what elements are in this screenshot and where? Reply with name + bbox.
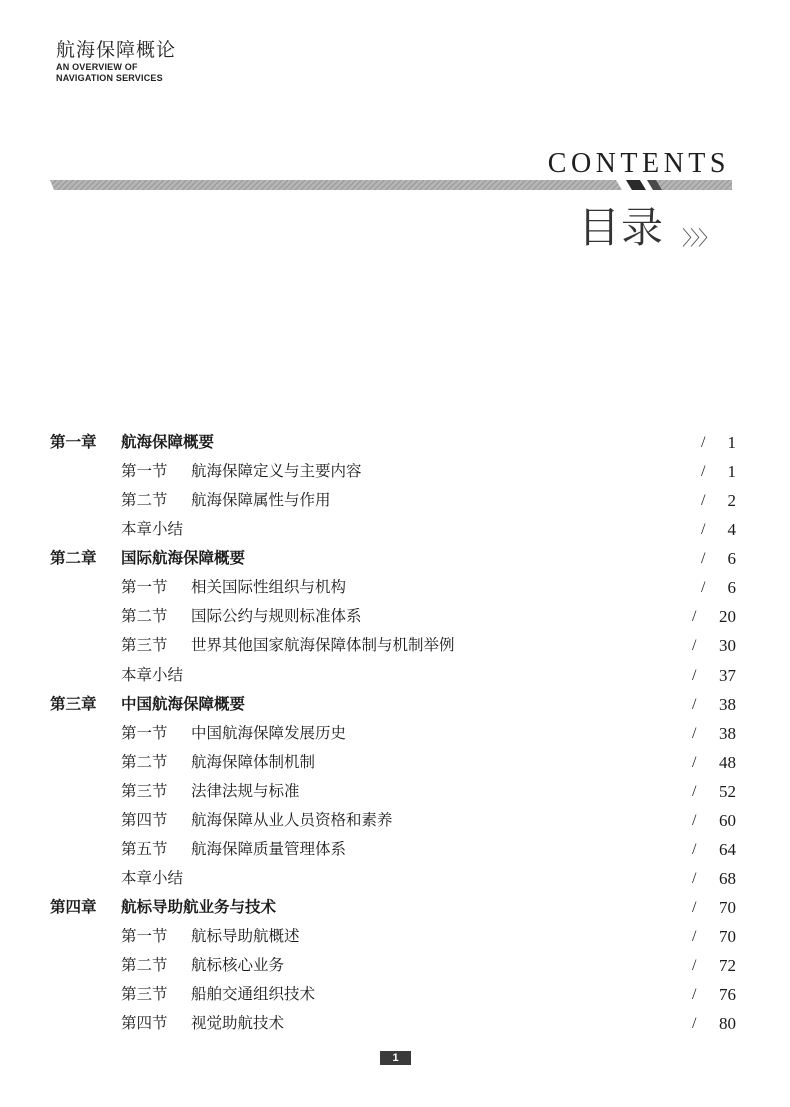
page-separator-slash: / bbox=[701, 579, 706, 597]
toc-section-row[interactable] bbox=[0, 777, 790, 806]
toc-page-number: 1 bbox=[727, 462, 736, 482]
section-number: 第一节 bbox=[121, 927, 168, 946]
page-separator-slash: / bbox=[701, 550, 706, 568]
toc-page-number: 80 bbox=[719, 1014, 736, 1034]
section-number: 第二节 bbox=[121, 956, 168, 975]
toc-page-number: 60 bbox=[719, 810, 736, 830]
section-number: 第四节 bbox=[121, 810, 168, 829]
toc-chapter-row[interactable] bbox=[0, 544, 790, 573]
section-title: 相关国际性组织与机构 bbox=[191, 578, 347, 597]
toc-page-number: 70 bbox=[719, 898, 736, 917]
section-number: 第五节 bbox=[121, 839, 168, 858]
section-number: 第一节 bbox=[121, 462, 168, 481]
page-separator-slash: / bbox=[692, 695, 697, 713]
section-title: 航海保障体制机制 bbox=[191, 752, 316, 771]
book-header bbox=[56, 38, 316, 84]
toc-page-number: 1 bbox=[727, 433, 736, 452]
toc-page-number: 38 bbox=[719, 723, 736, 743]
decorative-rule bbox=[50, 180, 732, 190]
page-separator-slash: / bbox=[692, 811, 697, 829]
book-title-cn: 航海保障概论 bbox=[56, 39, 177, 61]
section-number: 第三节 bbox=[121, 781, 168, 800]
section-title: 视觉助航技术 bbox=[191, 1014, 285, 1033]
mulu-heading: 目录 bbox=[577, 203, 664, 252]
page-separator-slash: / bbox=[692, 986, 697, 1004]
page-separator-slash: / bbox=[701, 521, 706, 539]
toc-page-number: 68 bbox=[719, 868, 736, 888]
toc-summary-row[interactable] bbox=[0, 864, 790, 893]
section-number: 第一节 bbox=[121, 578, 168, 597]
section-number: 第二节 bbox=[121, 491, 168, 510]
section-title: 航标导助航概述 bbox=[191, 927, 300, 946]
toc-page-number: 48 bbox=[719, 752, 736, 772]
book-title-en-line1: AN OVERVIEW OF bbox=[56, 62, 138, 72]
toc-section-row[interactable] bbox=[0, 835, 790, 864]
toc-section-row[interactable] bbox=[0, 573, 790, 602]
page-separator-slash: / bbox=[692, 1015, 697, 1033]
section-number: 第二节 bbox=[121, 607, 168, 626]
section-title: 国际公约与规则标准体系 bbox=[191, 607, 362, 626]
chapter-summary-title: 本章小结 bbox=[121, 520, 184, 539]
page-separator-slash: / bbox=[701, 492, 706, 510]
table-of-contents bbox=[0, 428, 790, 1038]
toc-section-row[interactable] bbox=[0, 602, 790, 631]
toc-page-number: 64 bbox=[719, 839, 736, 859]
toc-section-row[interactable] bbox=[0, 806, 790, 835]
chevrons-icon: 〉〉〉 bbox=[682, 226, 716, 250]
toc-chapter-row[interactable] bbox=[0, 428, 790, 457]
page-separator-slash: / bbox=[692, 724, 697, 742]
page-separator-slash: / bbox=[692, 928, 697, 946]
toc-page-number: 70 bbox=[719, 927, 736, 947]
section-number: 第三节 bbox=[121, 636, 168, 655]
page-separator-slash: / bbox=[692, 753, 697, 771]
chapter-summary-title: 本章小结 bbox=[121, 665, 184, 684]
section-number: 第三节 bbox=[121, 985, 168, 1004]
page-separator-slash: / bbox=[692, 899, 697, 916]
section-title: 世界其他国家航海保障体制与机制举例 bbox=[191, 636, 455, 655]
toc-section-row[interactable] bbox=[0, 486, 790, 515]
page-separator-slash: / bbox=[692, 608, 697, 626]
section-number: 第一节 bbox=[121, 723, 168, 742]
section-title: 中国航海保障发展历史 bbox=[191, 723, 347, 742]
toc-section-row[interactable] bbox=[0, 631, 790, 660]
chapter-title: 航海保障概要 bbox=[121, 433, 215, 451]
toc-page-number: 6 bbox=[727, 578, 736, 598]
page-separator-slash: / bbox=[692, 840, 697, 858]
page-separator-slash: / bbox=[692, 869, 697, 887]
toc-page-number: 38 bbox=[719, 694, 736, 714]
page-separator-slash: / bbox=[692, 666, 697, 684]
toc-page-number: 37 bbox=[719, 665, 736, 685]
page-separator-slash: / bbox=[701, 463, 706, 481]
toc-page-number: 2 bbox=[727, 491, 736, 511]
toc-section-row[interactable] bbox=[0, 922, 790, 951]
page-separator-slash: / bbox=[692, 637, 697, 655]
section-title: 航海保障定义与主要内容 bbox=[191, 462, 362, 481]
section-title: 航海保障属性与作用 bbox=[191, 491, 331, 510]
chapter-title: 中国航海保障概要 bbox=[121, 694, 246, 713]
page-separator-slash: / bbox=[692, 782, 697, 800]
chapter-summary-title: 本章小结 bbox=[121, 868, 184, 887]
section-title: 航海保障从业人员资格和素养 bbox=[191, 810, 393, 829]
toc-section-row[interactable] bbox=[0, 1009, 790, 1038]
contents-heading: CONTENTS bbox=[547, 148, 730, 179]
toc-summary-row[interactable] bbox=[0, 515, 790, 544]
toc-page-number: 52 bbox=[719, 781, 736, 801]
section-title: 船舶交通组织技术 bbox=[191, 985, 316, 1004]
section-title: 航标核心业务 bbox=[191, 956, 285, 975]
toc-page-number: 4 bbox=[727, 520, 736, 540]
chapter-number: 第四章 bbox=[50, 898, 97, 916]
toc-page-number: 20 bbox=[719, 607, 736, 627]
toc-section-row[interactable] bbox=[0, 951, 790, 980]
page-separator-slash: / bbox=[692, 957, 697, 975]
page-number: 1 bbox=[380, 1051, 411, 1065]
section-title: 航海保障质量管理体系 bbox=[191, 839, 347, 858]
toc-chapter-row[interactable] bbox=[0, 893, 790, 922]
chapter-number: 第三章 bbox=[50, 694, 97, 713]
chapter-title: 航标导助航业务与技术 bbox=[121, 898, 277, 916]
toc-section-row[interactable] bbox=[0, 719, 790, 748]
toc-page-number: 76 bbox=[719, 985, 736, 1005]
toc-section-row[interactable] bbox=[0, 457, 790, 486]
toc-summary-row[interactable] bbox=[0, 661, 790, 690]
toc-section-row[interactable] bbox=[0, 980, 790, 1009]
toc-chapter-row[interactable] bbox=[0, 690, 790, 719]
section-title: 法律法规与标准 bbox=[191, 781, 300, 800]
section-number: 第二节 bbox=[121, 752, 168, 771]
toc-section-row[interactable] bbox=[0, 748, 790, 777]
chapter-number: 第一章 bbox=[50, 433, 97, 451]
section-number: 第四节 bbox=[121, 1014, 168, 1033]
chapter-title: 国际航海保障概要 bbox=[121, 549, 246, 568]
toc-page-number: 6 bbox=[727, 549, 736, 569]
chapter-number: 第二章 bbox=[50, 549, 97, 568]
page-separator-slash: / bbox=[701, 434, 706, 451]
book-title-en-line2: NAVIGATION SERVICES bbox=[56, 73, 163, 83]
toc-page-number: 72 bbox=[719, 956, 736, 976]
toc-page-number: 30 bbox=[719, 636, 736, 656]
